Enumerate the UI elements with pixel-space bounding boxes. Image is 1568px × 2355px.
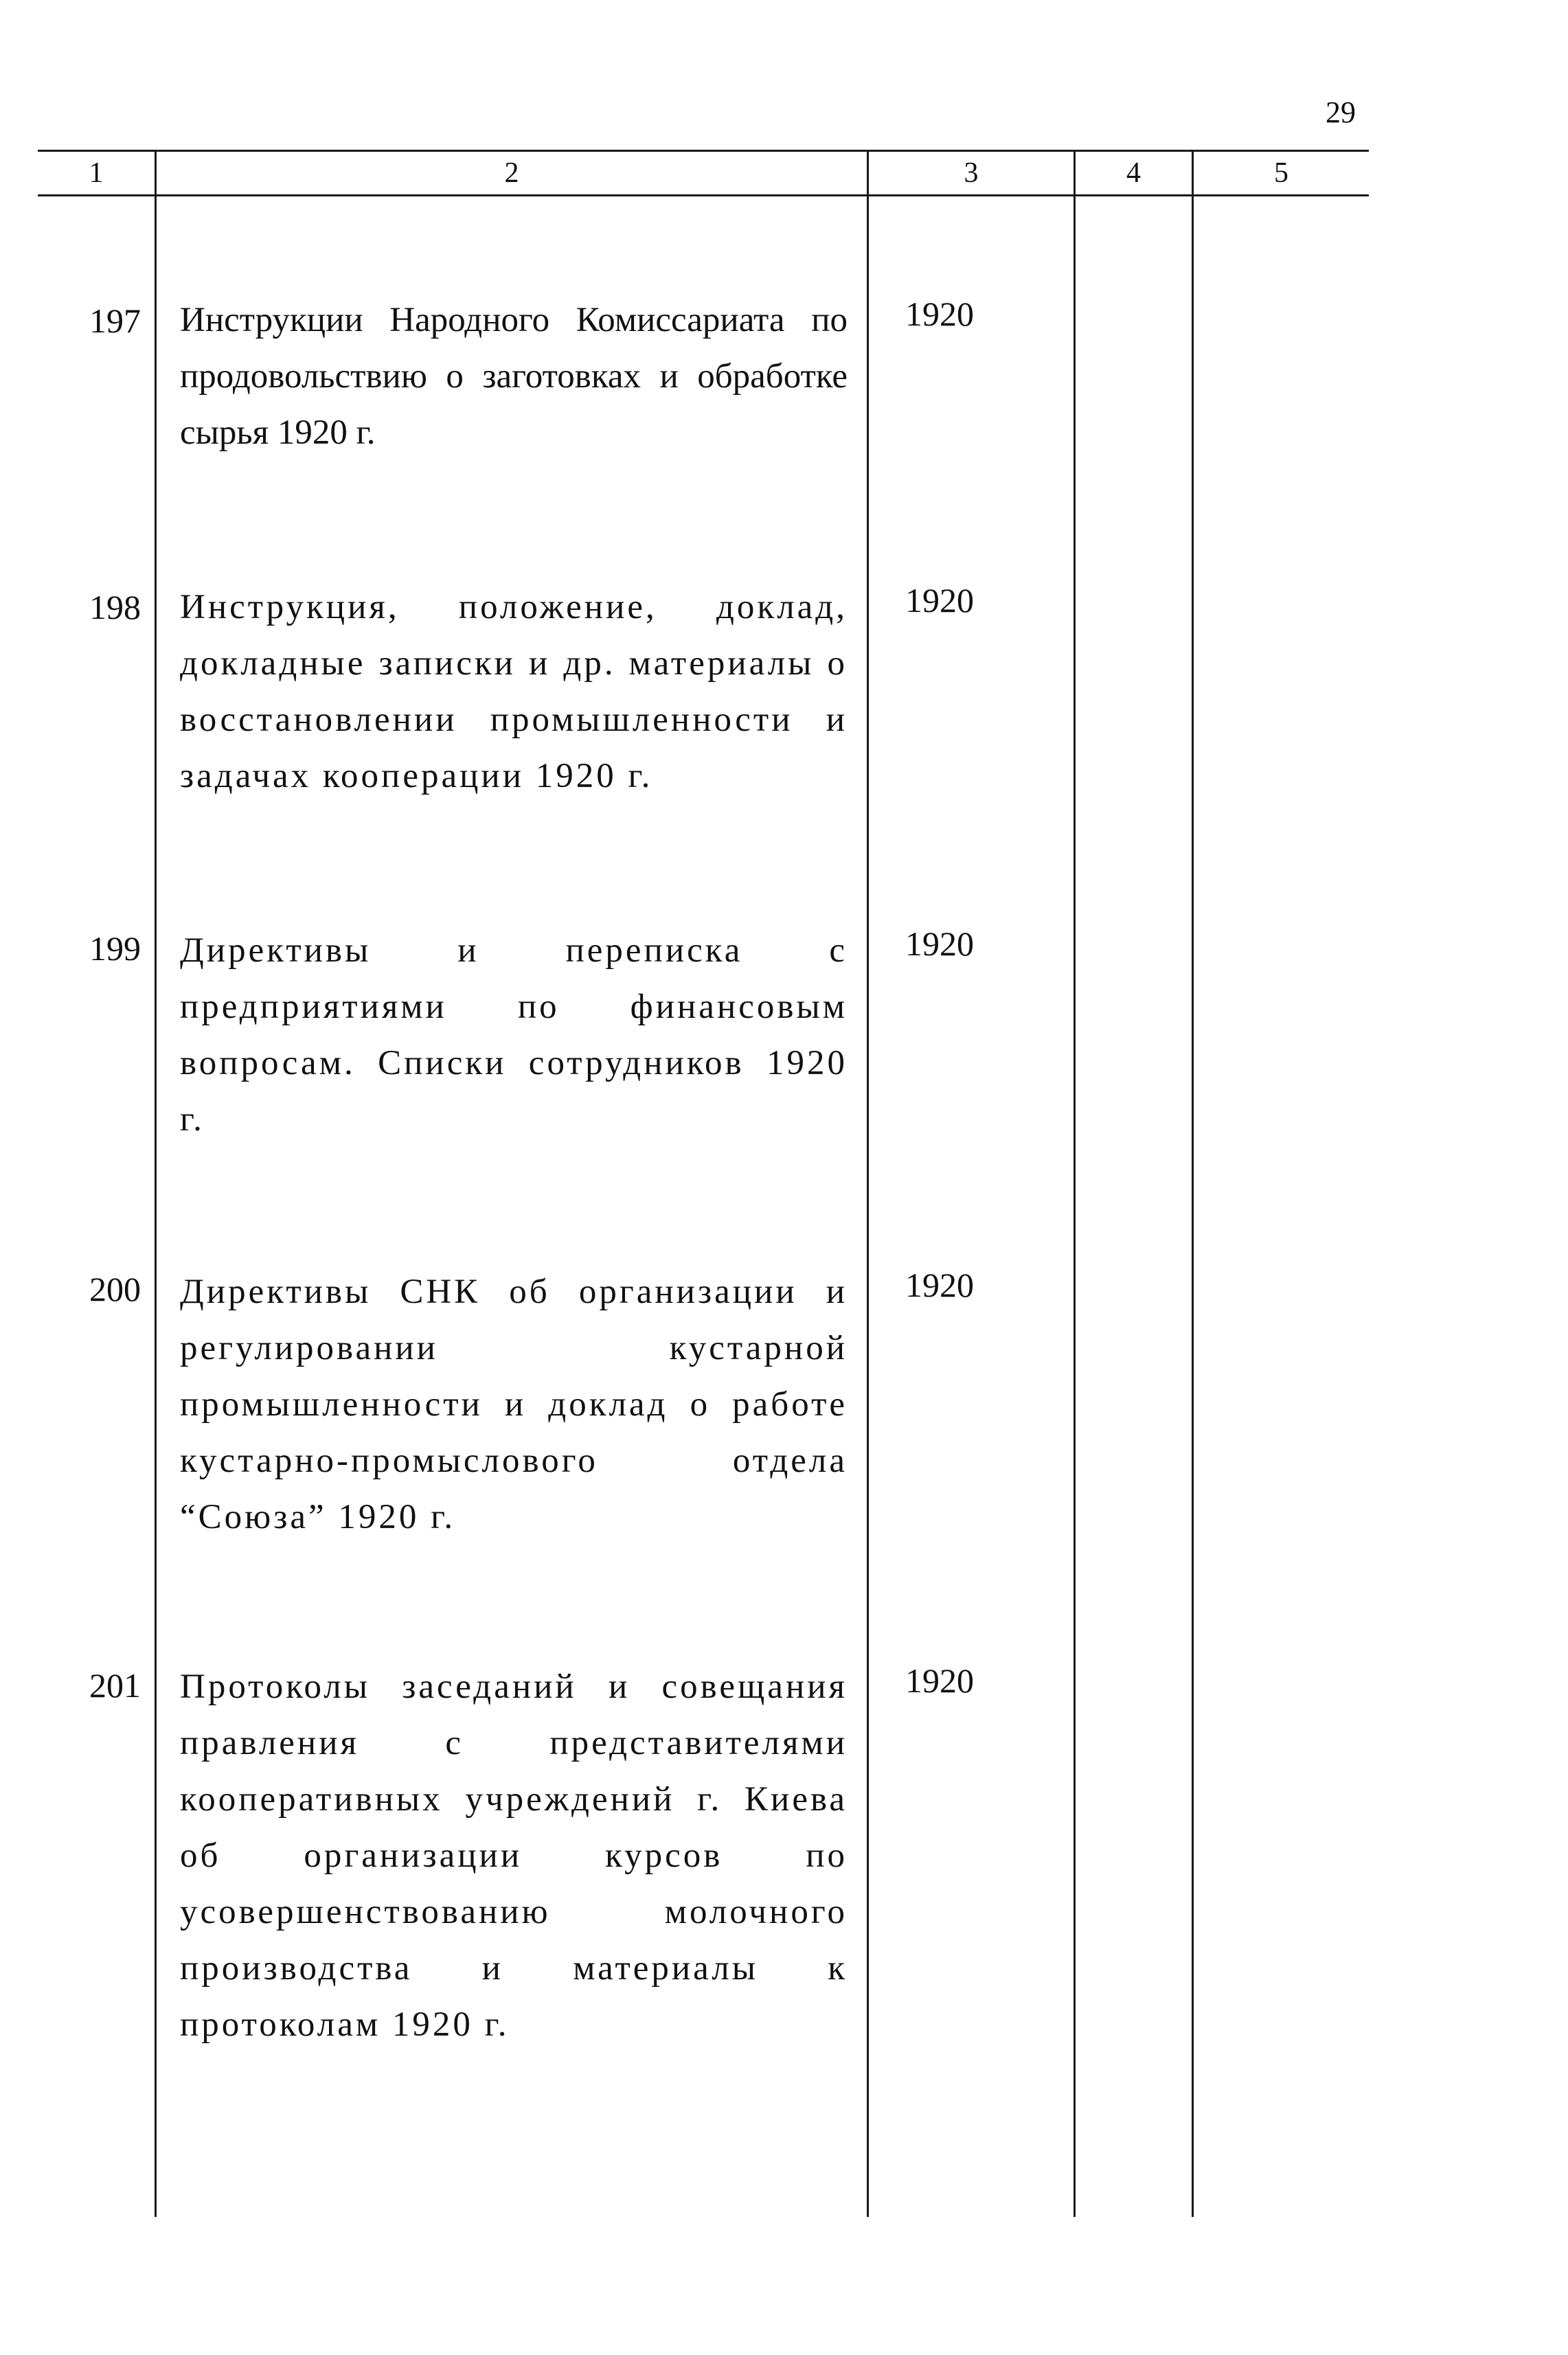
row-year: 1920 [905, 1661, 974, 1700]
column-header-1: 1 [89, 157, 104, 189]
column-divider-1 [155, 150, 157, 2217]
row-year: 1920 [905, 581, 974, 619]
row-description: Инструкции Народного Комиссариата по продовольствию о заготовках и обработке сырья 1920 г. [180, 301, 848, 452]
table-header-rule [38, 194, 1369, 196]
page-number: 29 [1326, 95, 1356, 129]
row-description: Директивы СНК об организации и регулировании кустарной промышленности и доклад о работе кустарно-промыслового отдела “Союза” 1920 г. [180, 1273, 848, 1536]
row-year: 1920 [905, 295, 974, 333]
column-header-2: 2 [504, 157, 519, 189]
row-year: 1920 [905, 924, 974, 963]
column-header-5: 5 [1274, 157, 1288, 189]
row-description: Протоколы заседаний и совещания правления с представителями кооперативных учреждений г. Киева об организации курсов по усовершенствованию молочного производства и материалы к протоколам 1920 г. [180, 1668, 848, 2044]
column-divider-4 [1192, 150, 1194, 2217]
row-number: 198 [89, 588, 141, 626]
row-number: 197 [89, 302, 141, 340]
row-description: Директивы и переписка с предприятиями по финансовым вопросам. Списки сотрудников 1920 г. [180, 931, 848, 1139]
row-year: 1920 [905, 1266, 974, 1304]
row-number: 199 [89, 929, 141, 968]
column-divider-2 [867, 150, 869, 2217]
column-divider-3 [1073, 150, 1076, 2217]
column-header-3: 3 [964, 157, 979, 189]
table-top-rule [38, 150, 1369, 152]
row-description: Инструкция, положение, доклад, докладные записки и др. материалы о восстановлении промышленности и задачах кооперации 1920 г. [180, 588, 848, 795]
column-header-4: 4 [1126, 157, 1141, 189]
row-number: 201 [89, 1666, 141, 1705]
row-number: 200 [89, 1270, 141, 1308]
